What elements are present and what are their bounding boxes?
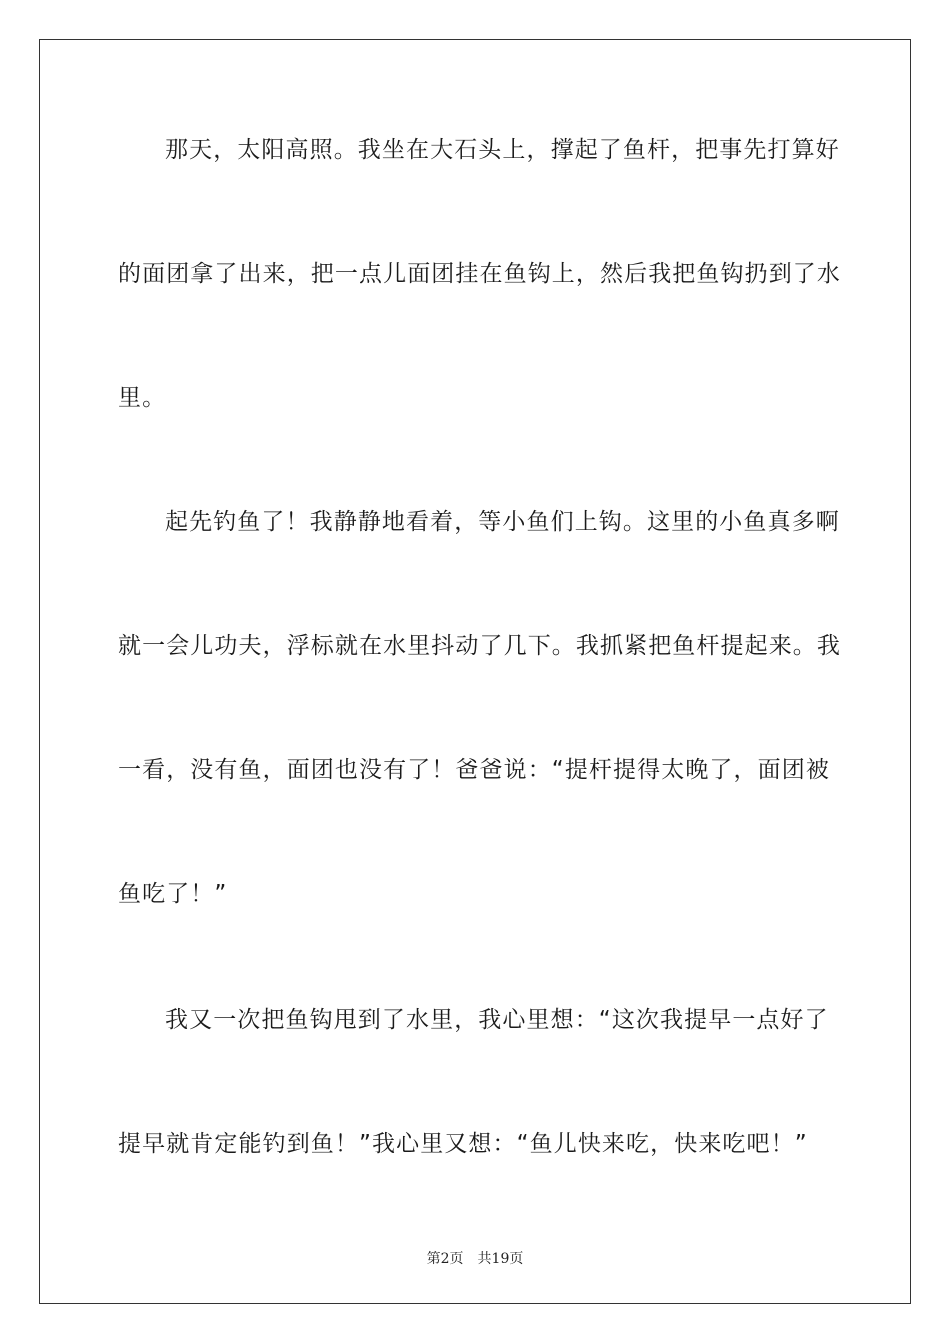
paragraph-2-line-1: 起先钓鱼了！我静静地看着，等小鱼们上钩。这里的小鱼真多啊 (165, 509, 840, 535)
paragraph-2-line-4: 鱼吃了！” (118, 881, 228, 907)
paragraph-2-line-2: 就一会儿功夫，浮标就在水里抖动了几下。我抓紧把鱼杆提起来。我 (118, 633, 841, 659)
paragraph-1-line-2: 的面团拿了出来，把一点儿面团挂在鱼钩上，然后我把鱼钩扔到了水 (118, 261, 841, 287)
page-border (39, 39, 911, 1304)
paragraph-1-line-3: 里。 (118, 385, 167, 411)
paragraph-2-line-3: 一看，没有鱼，面团也没有了！爸爸说：“提杆提得太晚了，面团被 (118, 757, 830, 783)
paragraph-3-line-2: 提早就肯定能钓到鱼！”我心里又想：“鱼儿快来吃，快来吃吧！” (118, 1131, 808, 1157)
paragraph-1-line-1: 那天，太阳高照。我坐在大石头上，撑起了鱼杆，把事先打算好 (165, 137, 840, 163)
page-number-footer: 第2页 共19页 (426, 1251, 524, 1267)
paragraph-3-line-1: 我又一次把鱼钩甩到了水里，我心里想：“这次我提早一点好了 (165, 1007, 829, 1033)
